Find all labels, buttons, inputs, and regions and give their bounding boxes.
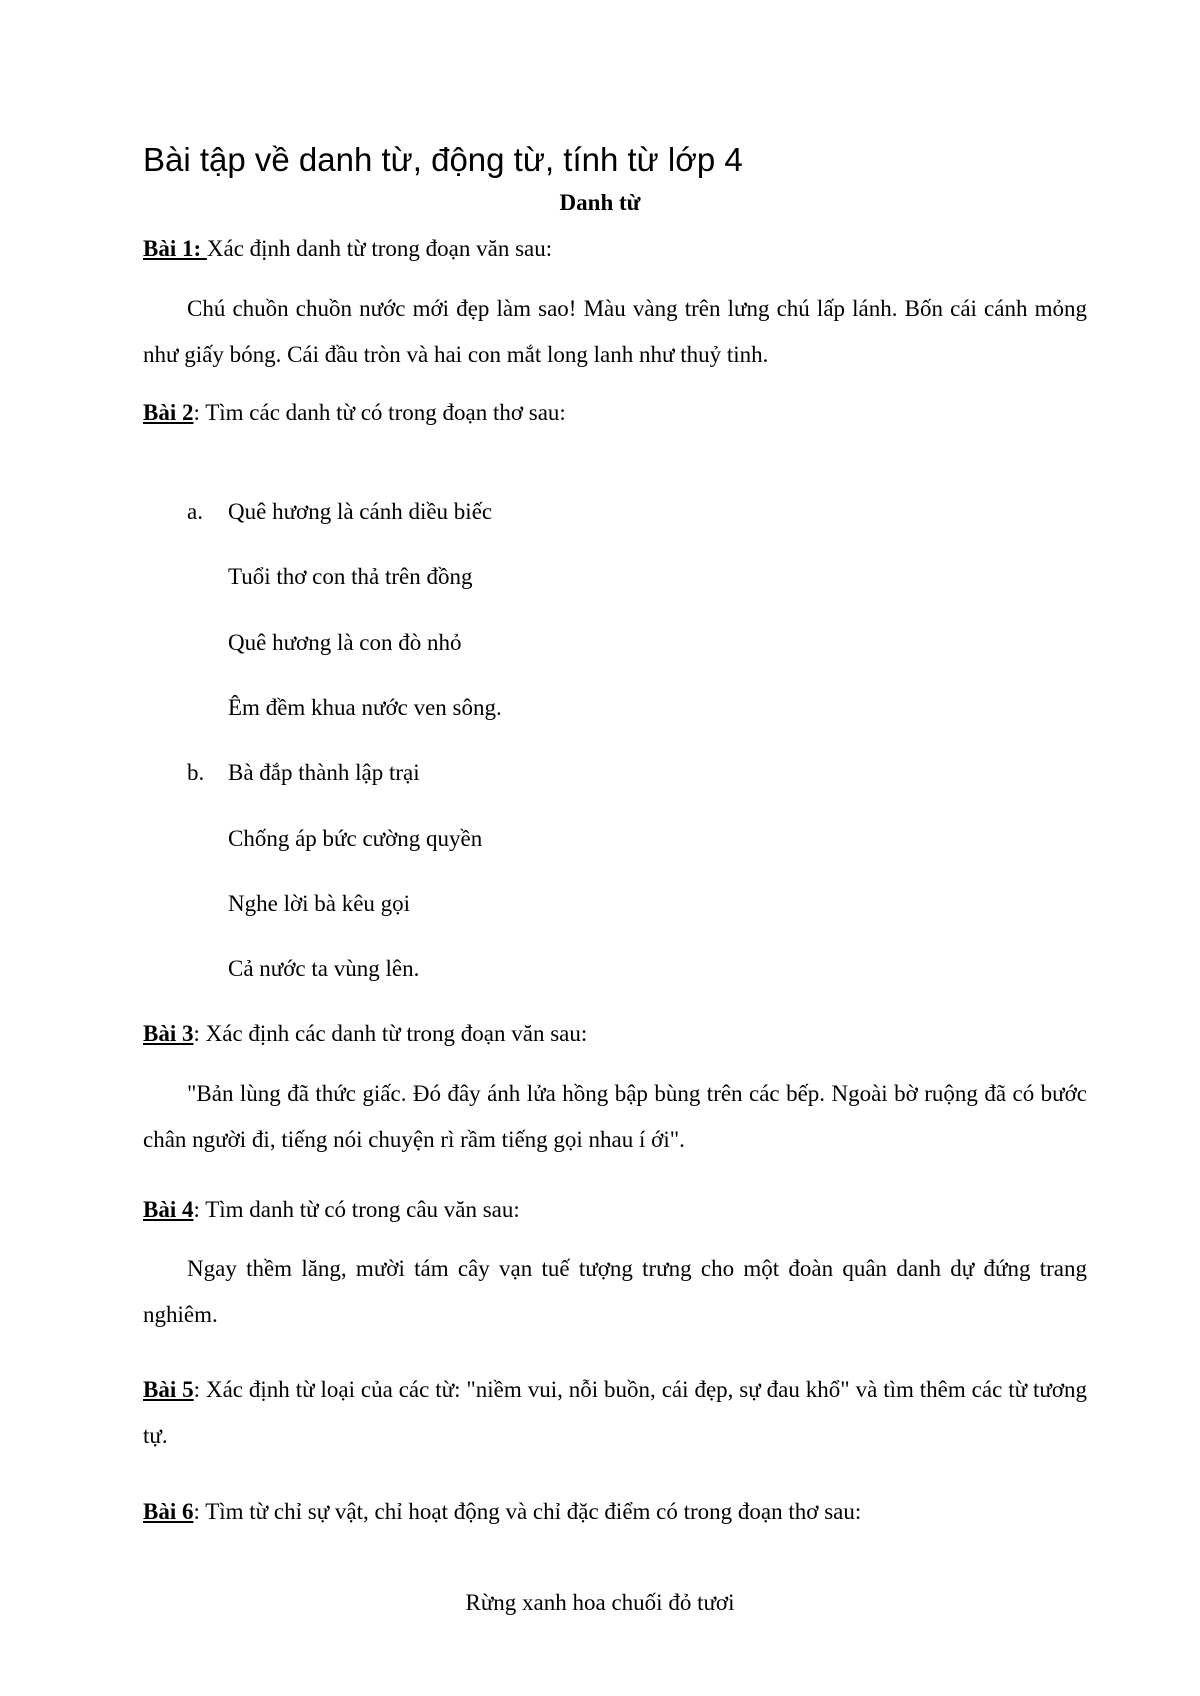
- exercise-5-heading: [143, 1367, 1087, 1459]
- exercise-1-prompt: Xác định danh từ trong đoạn văn sau:: [206, 236, 553, 261]
- exercise-3-heading: [143, 1017, 587, 1051]
- poem-b-marker: b.: [187, 760, 205, 785]
- exercise-6-prompt: : Tìm từ chỉ sự vật, chỉ hoạt động và chỉ đặc điểm có trong đoạn thơ sau:: [193, 1499, 862, 1524]
- document-title: Bài tập về danh từ, động từ, tính từ lớp 4: [143, 141, 743, 178]
- section-heading: Danh từ: [559, 190, 641, 215]
- poem-a-marker: a.: [187, 499, 203, 524]
- exercise-5-prompt: : Xác định từ loại của các từ: "niềm vui, nỗi buồn, cái đẹp, sự đau khổ" và tìm thêm các từ tương tự.: [143, 1377, 1088, 1448]
- exercise-3-prompt: : Xác định các danh từ trong đoạn văn sau:: [193, 1021, 588, 1046]
- exercise-6-label: Bài 6: [143, 1499, 194, 1524]
- exercise-3-label: Bài 3: [143, 1021, 194, 1046]
- exercise-1-label: Bài 1:: [143, 236, 207, 261]
- exercise-2-prompt: : Tìm các danh từ có trong đoạn thơ sau:: [193, 400, 566, 425]
- exercise-1-passage: Chú chuồn chuồn nước mới đẹp làm sao! Màu vàng trên lưng chú lấp lánh. Bốn cái cánh mỏng như giấy bóng. Cái đầu tròn và hai con mắt long lanh như thuỷ tinh.: [143, 296, 1087, 367]
- exercise-5-label: Bài 5: [143, 1377, 194, 1402]
- exercise-6-verse-line: Rừng xanh hoa chuối đỏ tươi: [465, 1590, 735, 1615]
- exercise-6-heading: [143, 1495, 861, 1529]
- poem-a-line: Tuổi thơ con thả trên đồng: [228, 564, 473, 589]
- poem-b-line: Nghe lời bà kêu gọi: [228, 891, 411, 916]
- poem-b-line: Bà đắp thành lập trại: [228, 760, 420, 785]
- exercise-1-heading: [143, 232, 552, 266]
- exercise-4-prompt: : Tìm danh từ có trong câu văn sau:: [193, 1197, 520, 1222]
- exercise-4-heading: [143, 1193, 520, 1227]
- poem-a-line: Quê hương là con đò nhỏ: [228, 630, 462, 655]
- exercise-2-label: Bài 2: [143, 400, 194, 425]
- poem-b-line: Cả nước ta vùng lên.: [228, 956, 420, 981]
- exercise-3-passage: "Bản lùng đã thức giấc. Đó đây ánh lửa hồng bập bùng trên các bếp. Ngoài bờ ruộng đã có bước chân người đi, tiếng nói chuyện rì rầm tiếng gọi nhau í ới".: [143, 1081, 1087, 1152]
- exercise-4-passage: Ngay thềm lăng, mười tám cây vạn tuế tượng trưng cho một đoàn quân danh dự đứng trang nghiêm.: [143, 1256, 1087, 1327]
- exercise-4-label: Bài 4: [143, 1197, 194, 1222]
- exercise-2-heading: [143, 396, 566, 430]
- poem-a-line: Êm đềm khua nước ven sông.: [228, 695, 502, 720]
- poem-b-line: Chống áp bức cường quyền: [228, 826, 483, 851]
- poem-a-line: Quê hương là cánh diều biếc: [228, 499, 493, 524]
